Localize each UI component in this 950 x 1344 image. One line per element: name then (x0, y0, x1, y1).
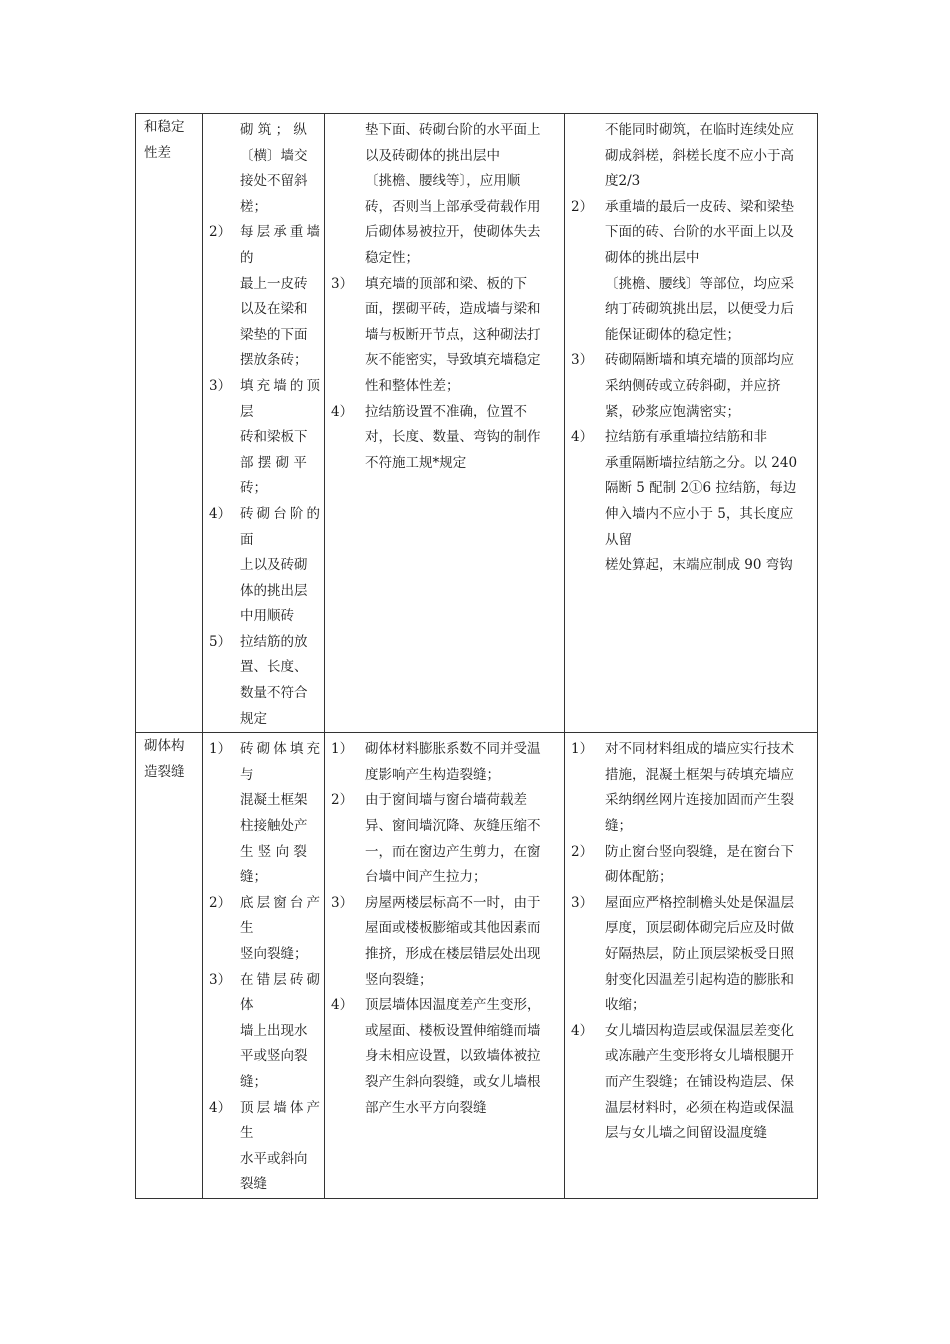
text-line: 屋面或楼板膨缩或其他因素而 (365, 920, 541, 937)
text-line: 对不同材料组成的墙应实行技术 (605, 741, 794, 758)
list-item (209, 374, 320, 425)
list-number: 1） (571, 741, 594, 758)
text-line: 顶层墙体产生 (240, 1099, 320, 1142)
text-line: 砖砌体填充与 (240, 741, 320, 783)
list-item (331, 993, 560, 1019)
list-item (571, 425, 813, 451)
list-item (209, 968, 320, 1019)
list-number: 3） (209, 377, 232, 394)
text-line: 以及砖砌体的挑出层中 (365, 147, 500, 164)
text-line: 砖砌台阶的面 (240, 505, 320, 548)
list-item (571, 737, 813, 763)
reason-cell (325, 733, 565, 1199)
text-line: 从留 (605, 531, 632, 548)
text-line: 槎； (240, 198, 267, 215)
text-line: 伸入墙内不应小于 5，其长度应 (605, 505, 794, 522)
text-line: 度影响产生构造裂缝； (365, 766, 500, 783)
text-line: 一，而在窗边产生剪力，在窗 (365, 843, 541, 860)
text-line: 防止窗台竖向裂缝，是在窗台下 (605, 843, 794, 860)
text-line: 上以及砖砌 (240, 557, 308, 574)
text-line: 不能同时砌筑，在临时连续处应 (605, 122, 794, 138)
list-item (571, 1019, 813, 1045)
list-number: 3） (331, 275, 354, 292)
text-line: 砖，否则当上部承受荷载作用 (365, 198, 541, 215)
text-line: 水平或斜向 (240, 1150, 308, 1167)
text-line: 〔挑檐、腰线〕等部位，均应采 (605, 275, 794, 292)
list-number: 3） (209, 971, 232, 988)
text-line: 砌体材料膨胀系数不同并受温 (365, 741, 541, 758)
text-line: 裂产生斜向裂缝，或女儿墙根 (365, 1073, 541, 1090)
text-line: 能保证砌体的稳定性； (605, 326, 740, 343)
reason-cell (325, 114, 565, 733)
category-cell (136, 114, 203, 733)
text-line: 梁垫的下面 (240, 326, 308, 343)
text-line: 摆放条砖； (240, 352, 308, 369)
text-line: 措施，混凝土框架与砖填充墙应 (605, 766, 794, 783)
text-line: 缝； (240, 869, 267, 886)
text-line: 以及在梁和 (240, 301, 308, 318)
text-line: 灰不能密实，导致填充墙稳定 (365, 352, 541, 369)
text-line: 温层材料时，必须在构造或保温 (605, 1099, 794, 1116)
list-number: 2） (571, 198, 594, 215)
text-line: 〔挑檐、腰线等〕，应用顺 (365, 173, 521, 190)
list-item (209, 502, 320, 553)
text-line: 承重墙的最后一皮砖、梁和梁垫 (605, 198, 794, 215)
text-line: 台墙中间产生拉力； (365, 869, 487, 886)
table-row (136, 733, 818, 1199)
text-line: 面，摆砌平砖，造成墙与梁和 (365, 301, 541, 318)
list-number: 3） (571, 894, 594, 911)
text-line: 填充墙的顶层 (240, 377, 320, 420)
text-line: 砖和梁板下 (240, 429, 308, 446)
text-line: 平或竖向裂 (240, 1048, 308, 1065)
text-line: 槎处算起，末端应制成 90 弯钩 (605, 557, 793, 574)
text-line: 好隔热层，防止顶层梁板受日照 (605, 946, 794, 962)
list-number: 4） (331, 403, 354, 420)
list-item (209, 737, 320, 788)
text-line: 采纳纲丝网片连接加固而产生裂 (605, 792, 794, 809)
text-line: 砌成斜槎，斜槎长度不应小于高 (605, 147, 794, 164)
text-line: 砖砌隔断墙和填充墙的顶部均应 (605, 352, 794, 369)
text-line: 对，长度、数量、弯钩的制作 (365, 429, 541, 446)
text-line: 拉结筋的放 (240, 633, 308, 650)
prevention-cell (565, 114, 818, 733)
text-line: 置、长度、 (240, 659, 308, 676)
list-number: 4） (209, 1099, 232, 1116)
text-line: 或冻融产生变形将女儿墙根腿开 (605, 1048, 794, 1065)
text-line: 垫下面、砖砌台阶的水平面上 (365, 122, 541, 138)
text-line: 填充墙的顶部和梁、板的下 (365, 275, 527, 292)
list-number: 2） (209, 894, 232, 911)
list-item (571, 195, 813, 221)
text-line: 缝； (240, 1073, 267, 1090)
text-line: 或屋面、楼板设置伸缩缝而墙 (365, 1022, 541, 1039)
text-line: 层与女儿墙之间留设温度缝 (605, 1125, 767, 1142)
category-label: 砌体构造裂缝 (144, 738, 185, 780)
text-line: 在错层砖砌体 (240, 971, 320, 1014)
text-line: 推挤，形成在楼层错层处出现 (365, 946, 541, 962)
text-line: 竖向裂缝； (365, 971, 433, 988)
list-item (209, 1096, 320, 1147)
list-number: 4） (571, 429, 594, 446)
list-number: 2） (571, 843, 594, 860)
text-line: 拉结筋有承重墙拉结筋和非 (605, 429, 767, 446)
text-line: 收缩； (605, 997, 646, 1014)
text-line: 砌体配筋； (605, 869, 673, 886)
text-line: 异、窗间墙沉降、灰缝压缩不 (365, 818, 541, 835)
list-item (331, 272, 560, 298)
text-line: 身未相应设置，以致墙体被拉 (365, 1048, 541, 1065)
text-line: 中用顺砖 (240, 608, 294, 625)
text-line: 隔断 5 配制 2①6 拉结筋，每边 (605, 480, 797, 497)
text-line: 度2/3 (605, 173, 641, 190)
list-item (209, 630, 320, 656)
text-line: 墙上出现水 (240, 1022, 308, 1039)
construction-defect-table (135, 113, 818, 1199)
text-line: 部 摆 砌 平 (240, 454, 307, 471)
text-line: 射变化因温差引起构造的膨胀和 (605, 971, 794, 988)
list-item (331, 400, 560, 426)
list-number: 2） (209, 224, 232, 241)
text-line: 厚度，顶层砌体砌完后应及时做 (605, 920, 794, 937)
text-line: 承重隔断墙拉结筋之分。以 240 (605, 454, 798, 471)
text-line: 裂缝 (240, 1176, 267, 1193)
list-item (209, 891, 320, 942)
text-line: 部产生水平方向裂缝 (365, 1099, 487, 1116)
category-cell (136, 733, 203, 1199)
list-item (331, 891, 560, 917)
text-line: 紧，砂浆应饱满密实； (605, 403, 740, 420)
list-number: 4） (331, 997, 354, 1014)
text-line: 而产生裂缝；在铺设构造层、保 (605, 1073, 794, 1090)
list-number: 4） (571, 1022, 594, 1039)
category-label: 和稳定性差 (144, 119, 185, 161)
text-line: 最上一皮砖 (240, 275, 308, 292)
list-item (571, 840, 813, 866)
list-number: 1） (209, 741, 232, 758)
text-line: 混凝土框架 (240, 792, 308, 809)
table-row (136, 114, 818, 733)
text-line: 竖向裂缝； (240, 946, 308, 962)
text-line: 砖； (240, 480, 267, 497)
text-line: 女儿墙因构造层或保温层差变化 (605, 1022, 794, 1039)
list-number: 3） (571, 352, 594, 369)
text-line: 规定 (240, 710, 267, 727)
text-line: 拉结筋设置不准确，位置不 (365, 403, 527, 420)
cause-cell (203, 733, 325, 1199)
text-line: 屋面应严格控制檐头处是保温层 (605, 894, 794, 911)
text-line: 底层窗台产生 (240, 894, 320, 937)
text-line: 墙与板断开节点，这种砌法打 (365, 326, 541, 343)
list-item (571, 348, 813, 374)
prevention-cell (565, 733, 818, 1199)
text-line: 采纳侧砖或立砖斜砌，并应挤 (605, 377, 781, 394)
text-line: 生 竖 向 裂 (240, 843, 307, 860)
text-line: 性和整体性差； (365, 377, 460, 394)
text-line: 不符施工规*规定 (365, 454, 467, 471)
text-line: 柱接触处产 (240, 818, 308, 835)
text-line: 〔横〕墙交 (240, 147, 308, 164)
list-number: 5） (209, 633, 232, 650)
text-line: 纳丁砖砌筑挑出层，以便受力后 (605, 301, 794, 318)
text-line: 由于窗间墙与窗台墙荷载差 (365, 792, 527, 809)
text-line: 每层承重墙的 (240, 224, 320, 266)
text-line: 砌体的挑出层中 (605, 249, 700, 266)
text-line: 接处不留斜 (240, 173, 308, 190)
list-item (331, 788, 560, 814)
list-number: 2） (331, 792, 354, 809)
list-item (571, 891, 813, 917)
text-line: 后砌体易被拉开，使砌体失去 (365, 224, 541, 241)
text-line: 数量不符合 (240, 685, 308, 702)
text-line: 缝； (605, 818, 632, 835)
list-number: 4） (209, 505, 232, 522)
list-item (331, 737, 560, 763)
list-number: 3） (331, 894, 354, 911)
text-line: 房屋两楼层标高不一时，由于 (365, 894, 541, 911)
list-number: 1） (331, 741, 354, 758)
text-line: 砌 筑 ； 纵 (240, 122, 307, 138)
text-line: 体的挑出层 (240, 582, 308, 599)
text-line: 下面的砖、台阶的水平面上以及 (605, 224, 794, 241)
cause-cell (203, 114, 325, 733)
text-line: 稳定性； (365, 249, 419, 266)
text-line: 顶层墙体因温度差产生变形， (365, 997, 541, 1014)
list-item (209, 220, 320, 271)
